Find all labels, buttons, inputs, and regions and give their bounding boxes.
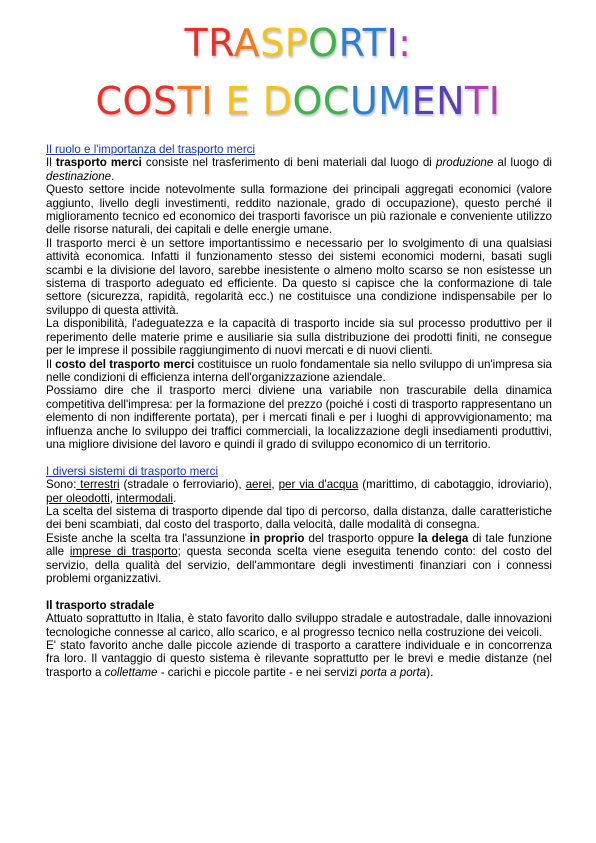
paragraph: Il trasporto merci è un settore importantissimo e necessario per lo svolgimento di una qualsiasi attività economica. Infatti il funzionamento stesso dei sistemi economici moderni, basati sugli scambi e la divisione del lavoro, sarebbe inesistente o almeno molto scarso se non esistesse un sistema di trasporto adeguato ed efficiente. Da questo si capisce che la conformazione di tale settore (sicurezza, rapidità, regolarità ecc.) ne costituisce una condizione indispensabile per lo sviluppo di questa attività. (46, 236, 552, 317)
bold-text: la delega (417, 531, 469, 545)
text: Il (46, 357, 56, 371)
document-body (46, 143, 552, 679)
text: al luogo di (493, 156, 552, 170)
paragraph (46, 478, 552, 505)
title-letter: P (284, 21, 309, 65)
title-letter: R (208, 21, 234, 65)
paragraph: Possiamo dire che il trasporto merci diviene una variabile non trascurabile della dinamica competitiva dell'impresa: per la formazione del prezzo (poiché i costi di trasporto rappresentano un elemento di non indifferente portata), per i mercati finali e per i luoghi di approvvigionamento; ma influenza anche lo sviluppo dei traffici commerciali, la localizzazione degli insediamenti produttivi, una migliore divisione del lavoro e quindi il grado di sviluppo economico di un territorio. (46, 384, 552, 451)
title-letter: C (322, 79, 350, 123)
text: Sono: (46, 478, 77, 492)
paragraph: La disponibilità, l'adeguatezza e la capacità di trasporto incide sia sul processo produttivo per il reperimento delle materie prime e ausiliarie sia sulla distribuzione dei prodotti finiti, ne consegue per le imprese il possibile raggiungimento di nuovi mercati e di nuovi clienti. (46, 317, 552, 358)
title-letter: : (398, 21, 412, 65)
text: E' stato favorito anche dalle piccole aziende di trasporto a carattere individuale e in concorrenza fra loro. Il vantaggio di questo sistema è rilevante soprattutto per le brevi e medie distanze (nel trasporto a (46, 639, 552, 679)
title-letter: I (386, 21, 399, 65)
underlined-text: terrestri (76, 478, 120, 492)
text: Esiste anche la scelta tra l'assunzione (46, 531, 250, 545)
paragraph (46, 639, 552, 679)
text: del trasporto oppure (304, 531, 418, 545)
paragraph: Attuato soprattutto in Italia, è stato favorito dallo sviluppo stradale e autostradale, dalle innovazioni tecnologiche connesse al carico, allo scarico, e al progresso tecnico nella costruzione dei veicoli. (46, 612, 552, 639)
title-line-2 (0, 79, 596, 123)
title-letter: O (122, 79, 153, 123)
underlined-text: per via d'acqua (278, 478, 359, 492)
bold-text: trasporto merci (55, 156, 142, 170)
paragraph: La scelta del sistema di trasporto dipende dal tipo di percorso, dalla distanza, dalle caratteristiche dei beni scambiati, dal costo del trasporto, dalla velocità, dalle modalità di consegna. (46, 504, 552, 532)
section-heading-ruolo[interactable]: Il ruolo e l'importanza del trasporto merci (46, 143, 256, 156)
section-heading-sistemi[interactable]: I diversi sistemi di trasporto merci (46, 464, 219, 478)
underlined-text: intermodali (116, 491, 173, 505)
title-letter: M (378, 79, 412, 123)
title-letter: U (349, 79, 379, 123)
title-letter: R (338, 21, 363, 65)
title-letter: I (488, 79, 501, 123)
text: di tale funzione alle (46, 531, 552, 559)
section-heading-stradale: Il trasporto stradale (46, 598, 155, 612)
text: Il (46, 156, 56, 170)
text: costituisce un ruolo fondamentale sia nello sviluppo di un'impresa sia nelle condizioni di efficienza interna dell'organizzazione aziendale. (46, 357, 552, 384)
title-letter: D (262, 79, 293, 123)
title-letter: T (465, 79, 489, 123)
title-letter: O (308, 21, 339, 65)
underlined-text: aerei (245, 478, 272, 492)
title-letter: O (292, 79, 323, 123)
paragraph (46, 156, 552, 183)
text: ; questa seconda scelta viene eseguita tenendo conto: del costo del servizio, della qualità del servizio, dell'ammontare degli investimenti finanziari con i connessi problemi organizzativi. (46, 545, 552, 585)
title-letter: T (184, 21, 209, 65)
text: (marittimo, di cabotaggio, idroviario), (358, 478, 552, 492)
text: , (109, 491, 117, 505)
text: . (111, 169, 115, 183)
paragraph: Questo settore incide notevolmente sulla formazione dei principali aggregati economici (valore aggiunto, livello degli investimenti, reddito nazionale, grado di occupazione), questo perché il miglioramento tecnico ed economico dei trasporti favorisce un più razionale e conveniente utilizzo delle risorse naturali, dei capitali e delle energie umane. (46, 183, 552, 237)
title-letter (213, 79, 226, 123)
underlined-text: imprese di trasporto (69, 545, 178, 559)
underlined-text: per oleodotti (46, 491, 110, 505)
paragraph (46, 532, 552, 586)
italic-text: produzione (435, 156, 494, 170)
paragraph (46, 358, 552, 385)
title-letter: E (411, 79, 437, 123)
text: - carichi e piccole partite - e nei servizi (157, 665, 361, 679)
title-letter: A (233, 21, 261, 65)
bold-text: in proprio (249, 531, 305, 545)
text: , (271, 478, 279, 492)
text: consiste nel trasferimento di beni materiali dal luogo di (141, 156, 436, 170)
title-letter: I (201, 79, 214, 123)
italic-text: collettame (104, 665, 158, 679)
title-line-1 (0, 21, 596, 65)
text: ). (426, 665, 434, 679)
title-letter: E (225, 79, 251, 123)
title-letter: T (177, 79, 202, 123)
title-letter: C (95, 79, 123, 123)
bold-text: costo del trasporto merci (55, 357, 195, 371)
title-letter: N (436, 79, 466, 123)
title-letter: T (362, 21, 387, 65)
spacer (46, 451, 552, 464)
italic-text: porta a porta (360, 665, 427, 679)
text: . (172, 491, 177, 505)
title-letter: S (260, 21, 285, 65)
spacer (46, 585, 552, 598)
text: (stradale o ferroviario), (119, 478, 246, 492)
italic-text: destinazione (46, 169, 112, 183)
title-letter: S (152, 79, 178, 123)
title-letter (250, 79, 263, 123)
